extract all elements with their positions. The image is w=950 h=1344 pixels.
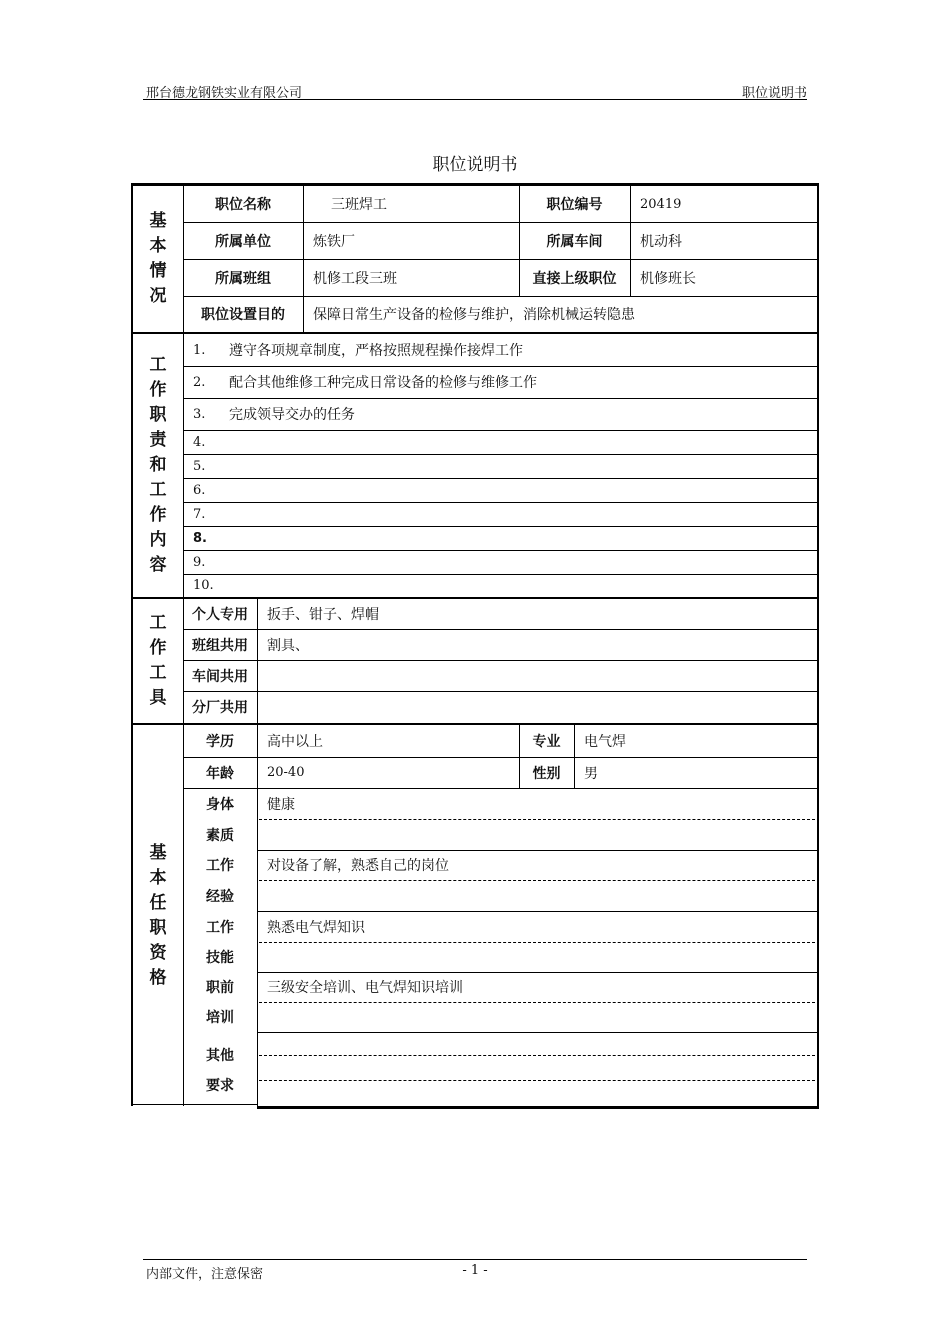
training-value: 三级安全培训、电气焊知识培训 — [267, 980, 463, 996]
position-code-label: 职位编号 — [546, 197, 603, 213]
section-qualifications-label: 基本任职资格 — [133, 725, 184, 1106]
footer-rule — [143, 1259, 807, 1260]
purpose-label: 职位设置目的 — [201, 307, 285, 323]
duty-item: 7. — [193, 506, 206, 522]
duty-item: 2. 配合其他维修工种完成日常设备的检修与维修工作 — [193, 374, 537, 391]
duty-item: 6. — [193, 482, 206, 498]
duty-item: 8. — [193, 530, 207, 546]
duty-item: 10. — [193, 578, 214, 593]
tools-team-label: 班组共用 — [192, 637, 248, 654]
header-rule — [143, 99, 807, 100]
superior-label: 直接上级职位 — [532, 270, 617, 287]
header-company: 邢台德龙钢铁实业有限公司 — [146, 86, 303, 101]
position-name-value: 三班焊工 — [331, 197, 387, 213]
other-label-2: 要求 — [206, 1078, 234, 1094]
workshop-value: 机动科 — [640, 233, 682, 250]
page-title: 职位说明书 — [432, 155, 518, 175]
experience-label: 工作 — [206, 858, 234, 874]
duty-item: 4. — [193, 434, 206, 450]
experience-value: 对设备了解，熟悉自己的岗位 — [267, 858, 449, 874]
superior-value: 机修班长 — [640, 270, 696, 287]
experience-label-2: 经验 — [206, 888, 234, 905]
training-label: 职前 — [206, 980, 234, 996]
tools-plant-value — [259, 691, 267, 723]
major-label: 专业 — [532, 734, 561, 750]
health-value: 健康 — [267, 796, 295, 813]
unit-value: 炼铁厂 — [313, 233, 355, 250]
tools-workshop-value — [259, 660, 267, 691]
gender-label: 性别 — [532, 765, 561, 782]
other-label: 其他 — [206, 1048, 234, 1064]
age-value: 20-40 — [267, 765, 305, 780]
page-number: - 1 - — [462, 1263, 488, 1278]
header-doc-type: 职位说明书 — [741, 86, 807, 101]
training-label-2: 培训 — [206, 1010, 234, 1026]
footer-note: 内部文件，注意保密 — [146, 1267, 264, 1282]
position-code-value: 20419 — [640, 196, 682, 212]
tools-team-value: 割具、 — [267, 637, 309, 654]
health-label: 身体 — [206, 796, 234, 813]
duty-item: 3. 完成领导交办的任务 — [193, 406, 355, 423]
job-description-table — [131, 183, 819, 1106]
duty-item: 1. 遵守各项规章制度，严格按照规程操作接焊工作 — [193, 342, 523, 359]
gender-value: 男 — [584, 765, 598, 782]
workshop-label: 所属车间 — [546, 233, 603, 250]
education-value: 高中以上 — [267, 734, 323, 750]
skills-value: 熟悉电气焊知识 — [267, 919, 365, 936]
duty-item: 5. — [193, 458, 206, 474]
tools-workshop-label: 车间共用 — [192, 668, 248, 685]
team-value: 机修工段三班 — [313, 270, 397, 287]
section-duties-label: 工作职责和工作内容 — [133, 334, 184, 597]
age-label: 年龄 — [206, 765, 234, 782]
skills-label-2: 技能 — [206, 950, 234, 966]
tools-personal-label: 个人专用 — [192, 607, 248, 623]
position-name-label: 职位名称 — [215, 197, 271, 213]
health-label-2: 素质 — [206, 827, 234, 844]
tools-personal-value: 扳手、钳子、焊帽 — [267, 607, 379, 623]
major-value: 电气焊 — [584, 734, 626, 750]
team-label: 所属班组 — [215, 270, 271, 287]
unit-label: 所属单位 — [215, 233, 271, 250]
section-basic-label: 基本情况 — [133, 186, 184, 332]
skills-label: 工作 — [206, 919, 234, 936]
duty-item: 9. — [193, 554, 206, 570]
purpose-value: 保障日常生产设备的检修与维护，消除机械运转隐患 — [313, 307, 635, 323]
section-tools-label: 工作工具 — [133, 599, 184, 723]
education-label: 学历 — [206, 734, 234, 750]
tools-plant-label: 分厂共用 — [192, 700, 248, 716]
